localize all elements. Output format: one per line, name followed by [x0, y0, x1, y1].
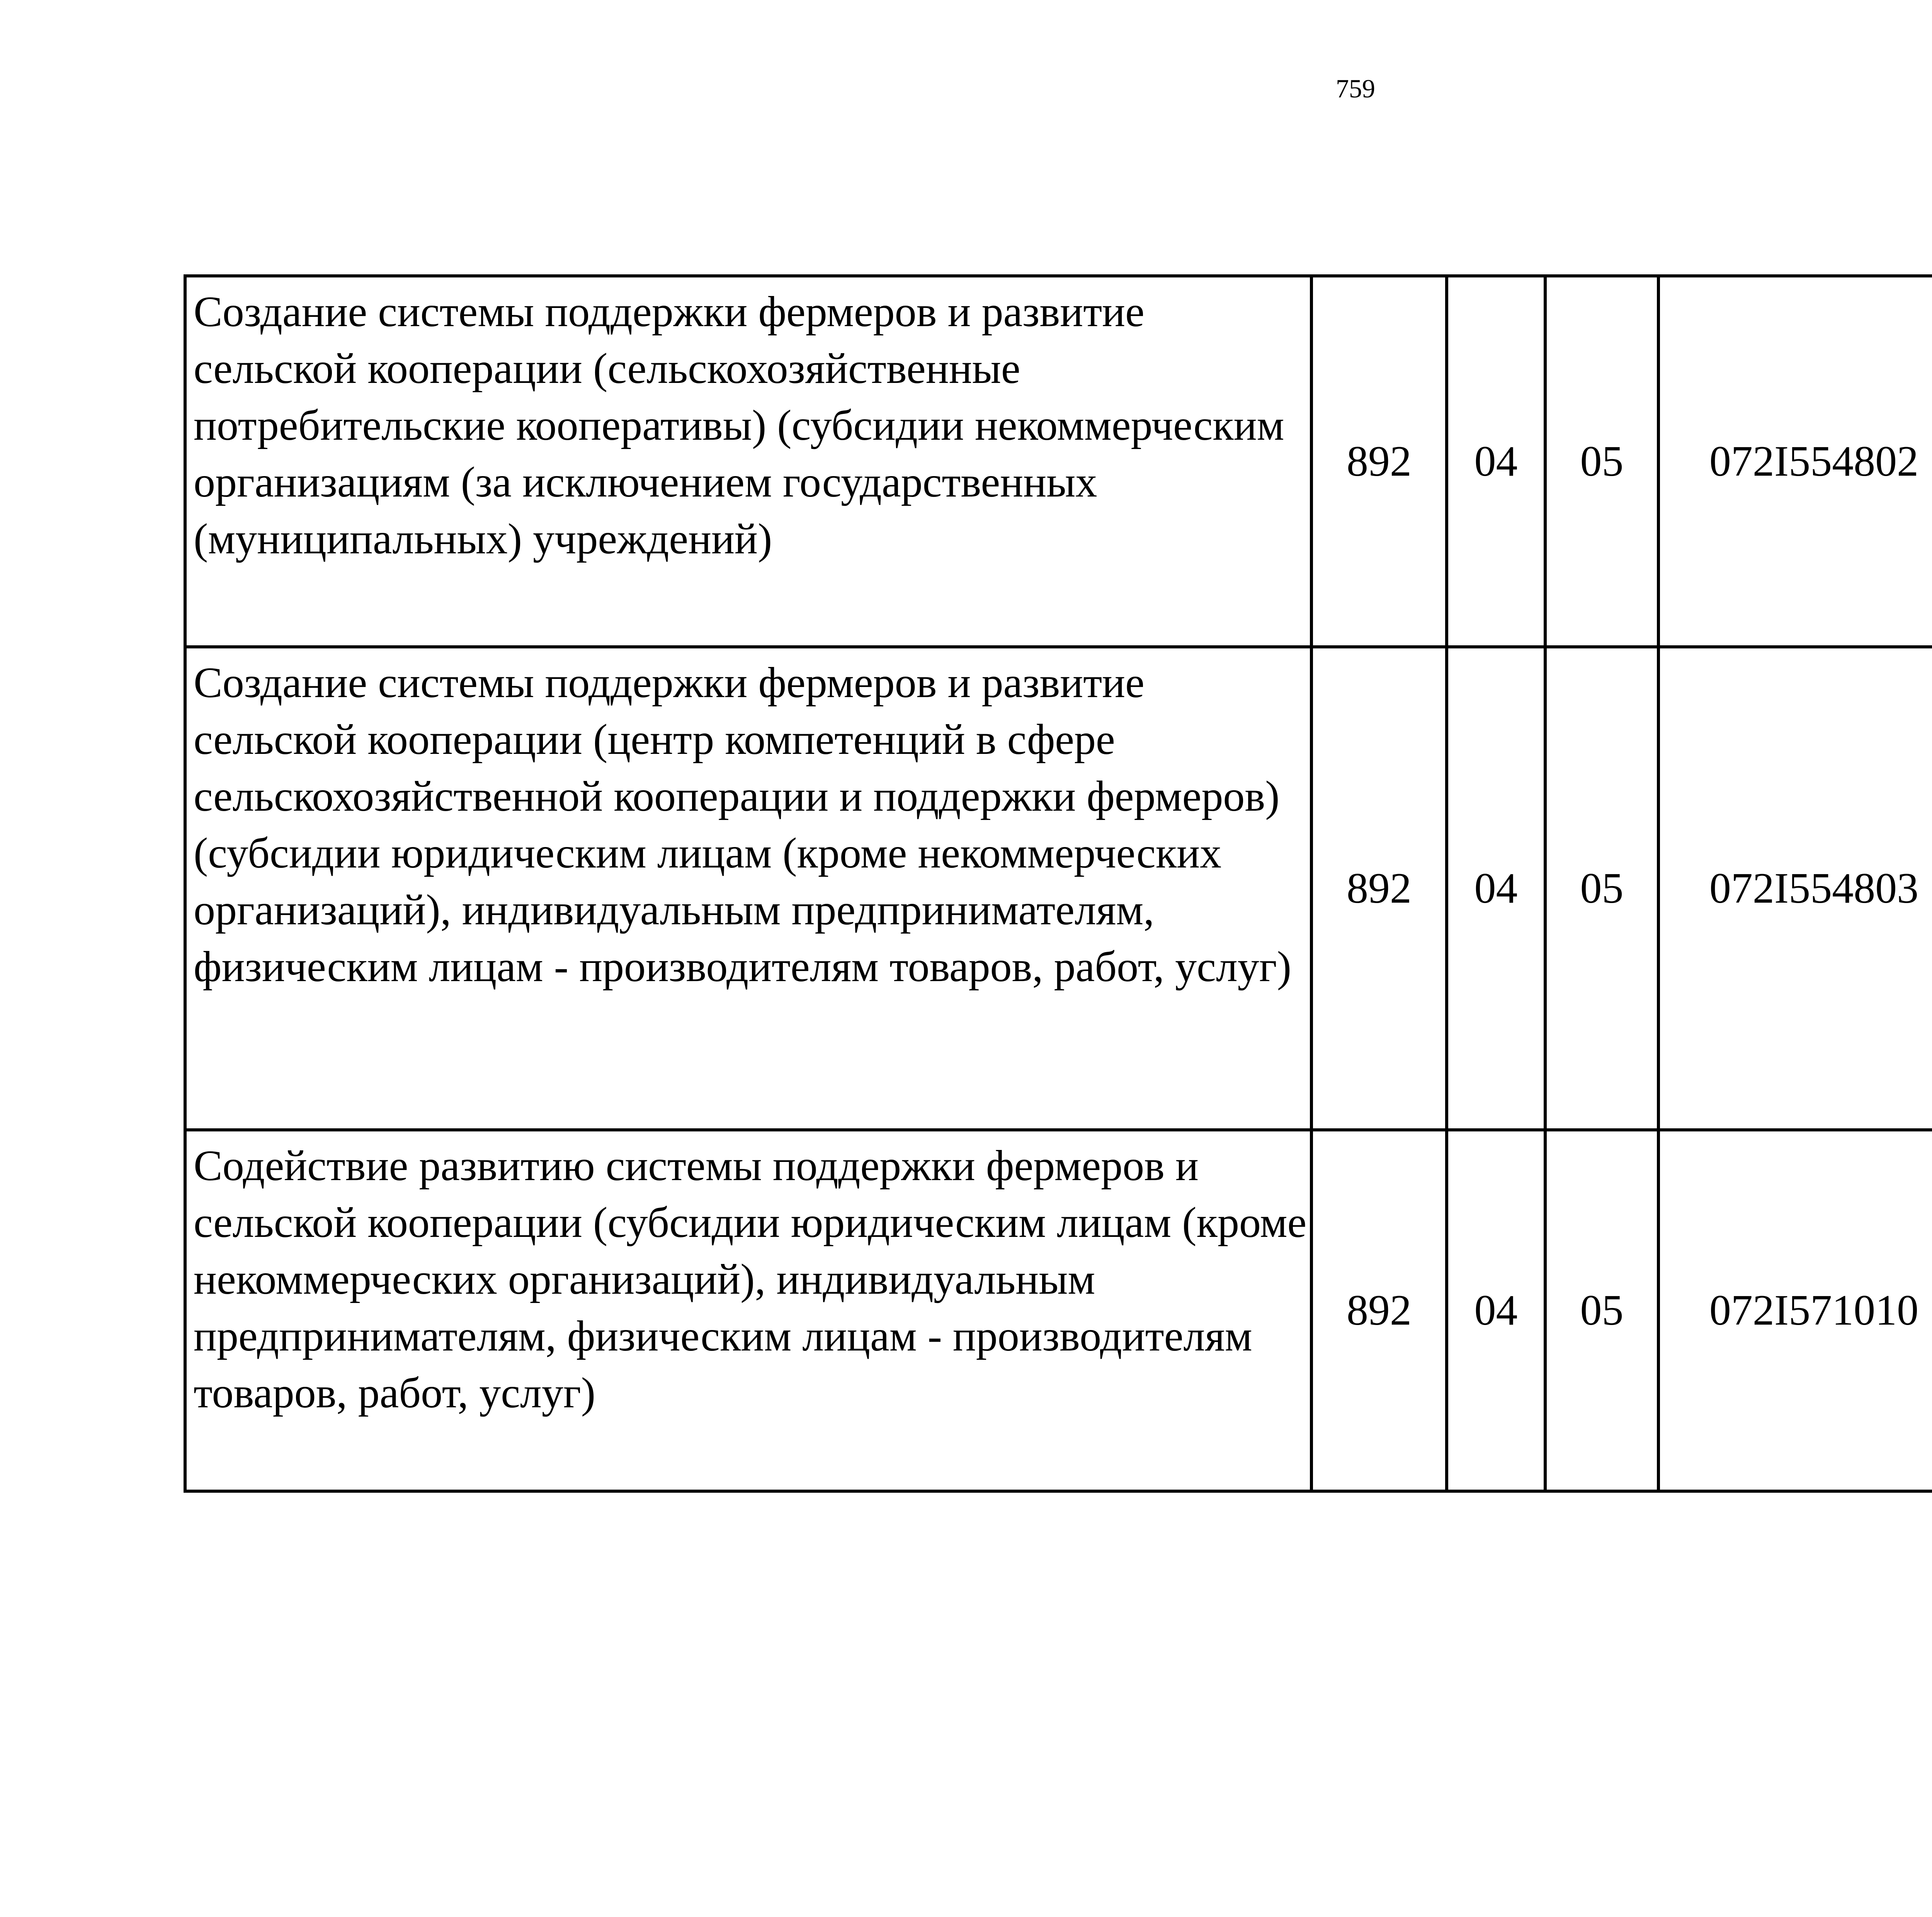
table-row: [185, 1130, 1932, 1491]
ministry-code: 892: [1311, 647, 1447, 1130]
table-row: [185, 276, 1932, 647]
target-article-code: 072I554802: [1658, 276, 1932, 647]
subsection-code: 05: [1545, 1130, 1658, 1491]
row-description: Создание системы поддержки фермеров и развитие сельской кооперации (сельскохозяйственные потребительские кооперативы) (субсидии некоммерческим организациям (за исключением государственных (муниципальных) учреждений): [185, 276, 1311, 647]
target-article-code: 072I571010: [1658, 1130, 1932, 1491]
ministry-code: 892: [1311, 276, 1447, 647]
table-row: [185, 647, 1932, 1130]
target-article-code: 072I554803: [1658, 647, 1932, 1130]
row-description: Создание системы поддержки фермеров и развитие сельской кооперации (центр компетенций в сфере сельскохозяйственной кооперации и поддержки фермеров) (субсидии юридическим лицам (кроме некоммерческих организаций), индивидуальным предпринимателям, физическим лицам - производителям товаров, работ, услуг): [185, 647, 1311, 1130]
section-code: 04: [1447, 276, 1545, 647]
row-description: Содействие развитию системы поддержки фермеров и сельской кооперации (субсидии юридическим лицам (кроме некоммерческих организаций), индивидуальным предпринимателям, физическим лицам - производителям товаров, работ, услуг): [185, 1130, 1311, 1491]
section-code: 04: [1447, 647, 1545, 1130]
section-code: 04: [1447, 1130, 1545, 1491]
ministry-code: 892: [1311, 1130, 1447, 1491]
subsection-code: 05: [1545, 647, 1658, 1130]
page-number: 759: [1336, 74, 1375, 103]
subsection-code: 05: [1545, 276, 1658, 647]
budget-table: [184, 274, 1932, 1493]
